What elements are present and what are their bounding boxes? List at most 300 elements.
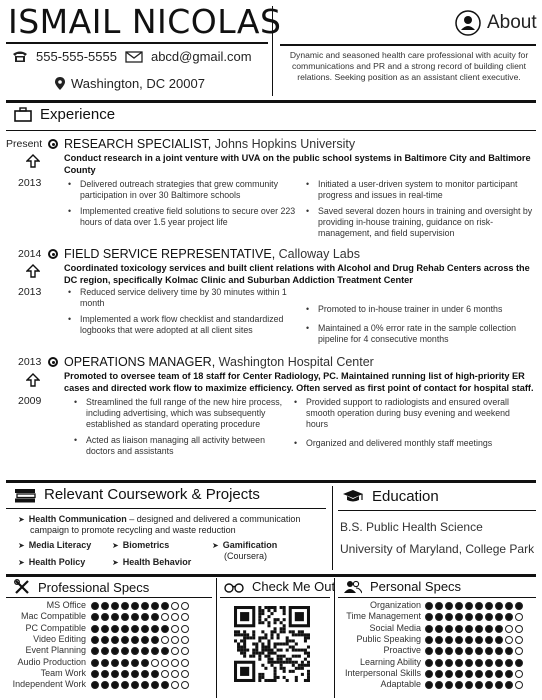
rating-dot-filled	[455, 647, 463, 655]
job2-date-start: 2013	[18, 286, 42, 298]
course-desc-cont: campaign to promote recycling and waste reduction	[30, 525, 236, 535]
rating-dot-empty	[161, 659, 169, 667]
phone-number[interactable]: 555-555-5555	[36, 49, 117, 64]
pro-spec-label: Mac Compatible	[20, 611, 86, 622]
pers-spec-rating	[425, 602, 523, 610]
header-divider	[272, 6, 273, 96]
rating-dot-filled	[435, 647, 443, 655]
rating-dot-empty	[515, 647, 523, 655]
rating-dot-filled	[121, 647, 129, 655]
rating-dot-filled	[141, 659, 149, 667]
rating-dot-empty	[151, 659, 159, 667]
arrow-right-icon: ➤	[112, 558, 119, 567]
pers-spec-rating	[425, 681, 523, 689]
rating-dot-filled	[425, 636, 433, 644]
rating-dot-filled	[101, 625, 109, 633]
job3-title	[64, 355, 374, 369]
pers-spec-rating	[425, 636, 523, 644]
glasses-icon	[224, 581, 244, 593]
rating-dot-filled	[465, 602, 473, 610]
user-icon	[455, 10, 481, 36]
about-title: About	[487, 12, 537, 33]
pers-spec-label: Public Speaking	[356, 633, 421, 644]
job2-bullets-left	[66, 287, 304, 341]
rating-dot-filled	[495, 670, 503, 678]
rating-dot-filled	[131, 670, 139, 678]
resume-header	[0, 0, 542, 100]
rating-dot-filled	[455, 636, 463, 644]
rating-dot-filled	[465, 625, 473, 633]
email-icon	[125, 51, 143, 63]
rating-dot-filled	[485, 602, 493, 610]
rating-dot-filled	[161, 647, 169, 655]
job1-date-start: 2013	[18, 177, 42, 189]
personal-specs-title: Personal Specs	[370, 579, 462, 594]
rating-dot-empty	[171, 647, 179, 655]
school-text: University of Maryland, College Park	[340, 542, 535, 556]
job1-marker	[48, 139, 58, 149]
rating-dot-filled	[445, 625, 453, 633]
rating-dot-filled	[465, 659, 473, 667]
rating-dot-filled	[505, 670, 513, 678]
list-item	[18, 514, 300, 525]
rating-dot-empty	[515, 636, 523, 644]
rating-dot-filled	[455, 670, 463, 678]
rating-dot-filled	[505, 659, 513, 667]
pro-spec-label: Video Editing	[33, 633, 86, 644]
course-name: Health Policy	[28, 557, 86, 567]
check-me-out-heading	[224, 579, 335, 594]
rating-dot-filled	[445, 681, 453, 689]
job3-bullets-left	[72, 397, 284, 462]
rating-dot-empty	[171, 659, 179, 667]
job2-date-end: 2014	[18, 248, 42, 260]
experience-heading	[14, 106, 115, 123]
location-text: Washington, DC 20007	[71, 76, 205, 91]
rating-dot-filled	[445, 602, 453, 610]
pers-spec-rating	[425, 659, 523, 667]
list-item	[18, 540, 91, 551]
pro-spec-rating	[91, 613, 189, 621]
rating-dot-filled	[91, 613, 99, 621]
education-heading	[342, 488, 439, 505]
pers-spec-label: Social Media	[369, 622, 421, 633]
graduation-cap-icon	[342, 489, 364, 504]
pro-spec-rating	[91, 681, 189, 689]
pro-spec-label: Independent Work	[12, 679, 86, 690]
rating-dot-filled	[425, 602, 433, 610]
rating-dot-filled	[111, 636, 119, 644]
location-pin-icon	[55, 77, 65, 90]
job1-company: Johns Hopkins University	[214, 137, 356, 151]
rating-dot-filled	[445, 613, 453, 621]
rating-dot-filled	[445, 636, 453, 644]
pro-spec-rating	[91, 602, 189, 610]
pers-spec-rating	[425, 613, 523, 621]
rating-dot-filled	[141, 681, 149, 689]
pro-spec-label: Audio Production	[17, 656, 86, 667]
rating-dot-filled	[121, 659, 129, 667]
rating-dot-filled	[495, 613, 503, 621]
rating-dot-filled	[141, 602, 149, 610]
rating-dot-filled	[151, 613, 159, 621]
rating-dot-filled	[495, 636, 503, 644]
arrow-right-icon: ➤	[18, 558, 25, 567]
rating-dot-filled	[425, 670, 433, 678]
job2-company: Calloway Labs	[278, 247, 360, 261]
about-heading	[455, 10, 537, 36]
list-item: • Implemented a work flow checklist and standardized logbooks that were adopted at all client sites	[66, 314, 304, 336]
column-divider	[216, 578, 217, 698]
rating-dot-empty	[171, 602, 179, 610]
rating-dot-filled	[485, 681, 493, 689]
list-item: • Reduced service delivery time by 30 minutes within 1 month	[66, 287, 304, 309]
rating-dot-empty	[505, 636, 513, 644]
job1-position: RESEARCH SPECIALIST,	[64, 137, 212, 151]
pers-spec-label: Interpersonal Skills	[344, 667, 421, 678]
rating-dot-empty	[515, 670, 523, 678]
list-item: • Saved several dozen hours in training and oversight by providing in-house training, guidance on risk-management, and field supervision	[304, 206, 538, 239]
rating-dot-filled	[475, 681, 483, 689]
job1-bullets-left	[66, 179, 304, 233]
list-item: • Organized and delivered monthly staff meetings	[292, 438, 528, 449]
check-me-out-underline	[220, 597, 330, 598]
rating-dot-filled	[161, 602, 169, 610]
rating-dot-filled	[91, 670, 99, 678]
rating-dot-filled	[91, 602, 99, 610]
rating-dot-empty	[171, 613, 179, 621]
about-text: Dynamic and seasoned health care professional with acuity for communications and PR and a strong record of building client relations. Seeking position as an assistant client executive.	[289, 50, 529, 82]
list-item: • Promoted to in-house trainer in under 6 months	[304, 304, 538, 315]
rating-dot-filled	[161, 625, 169, 633]
pro-spec-rating	[91, 647, 189, 655]
rating-dot-filled	[151, 681, 159, 689]
rating-dot-empty	[181, 636, 189, 644]
list-item	[112, 557, 191, 568]
rating-dot-filled	[131, 659, 139, 667]
list-item	[112, 540, 169, 551]
name-underline	[6, 42, 268, 44]
rating-dot-empty	[505, 625, 513, 633]
course-name: Gamification	[222, 540, 278, 550]
pro-spec-rating	[91, 636, 189, 644]
books-icon	[14, 487, 36, 503]
rating-dot-filled	[141, 636, 149, 644]
rating-dot-filled	[435, 659, 443, 667]
course-desc: – designed and delivered a communication	[126, 514, 301, 524]
job3-position: OPERATIONS MANAGER,	[64, 355, 216, 369]
rating-dot-filled	[121, 636, 129, 644]
rating-dot-filled	[111, 602, 119, 610]
rating-dot-filled	[151, 636, 159, 644]
column-divider	[332, 486, 333, 570]
rating-dot-filled	[131, 625, 139, 633]
job3-date-end: 2013	[18, 356, 42, 368]
rating-dot-filled	[475, 625, 483, 633]
rating-dot-filled	[515, 602, 523, 610]
rating-dot-filled	[475, 602, 483, 610]
rating-dot-empty	[181, 659, 189, 667]
rating-dot-filled	[131, 647, 139, 655]
rating-dot-filled	[101, 659, 109, 667]
about-underline	[280, 44, 536, 46]
rating-dot-filled	[141, 647, 149, 655]
rating-dot-filled	[121, 602, 129, 610]
rating-dot-filled	[485, 613, 493, 621]
rating-dot-filled	[455, 681, 463, 689]
rating-dot-empty	[171, 625, 179, 633]
rating-dot-filled	[141, 613, 149, 621]
rating-dot-empty	[181, 681, 189, 689]
rating-dot-empty	[181, 613, 189, 621]
pers-spec-label: Adaptable	[380, 679, 421, 690]
rating-dot-filled	[151, 602, 159, 610]
job1-date-end: Present	[6, 138, 43, 150]
course-name: Health Behavior	[122, 557, 192, 567]
arrow-right-icon: ➤	[112, 541, 119, 550]
rating-dot-filled	[485, 659, 493, 667]
location-line	[55, 76, 205, 91]
phone-icon	[12, 50, 28, 63]
professional-underline	[6, 597, 212, 598]
rating-dot-empty	[181, 670, 189, 678]
rating-dot-empty	[161, 613, 169, 621]
rating-dot-filled	[455, 613, 463, 621]
applicant-name: ISMAIL NICOLAS	[8, 2, 282, 41]
rating-dot-filled	[485, 625, 493, 633]
pro-spec-label: MS Office	[46, 600, 86, 610]
pers-spec-rating	[425, 670, 523, 678]
rating-dot-filled	[485, 636, 493, 644]
arrow-up-icon	[26, 373, 40, 387]
rating-dot-filled	[425, 681, 433, 689]
professional-specs-heading	[14, 579, 149, 595]
job3-summary: Promoted to oversee team of 18 staff for Center Radiology, PC. Maintained running list of high-priority ER cases and directed work flow to maximize efficiency. Often served as first point of contact for hospital staff.	[64, 371, 534, 393]
rating-dot-filled	[151, 625, 159, 633]
arrow-up-icon	[26, 264, 40, 278]
list-item	[212, 540, 277, 551]
rating-dot-filled	[495, 625, 503, 633]
pro-spec-rating	[91, 625, 189, 633]
pers-spec-label: Time Management	[346, 611, 421, 622]
rating-dot-filled	[505, 613, 513, 621]
rating-dot-filled	[121, 670, 129, 678]
rating-dot-filled	[151, 670, 159, 678]
pers-spec-label: Proactive	[383, 645, 421, 656]
arrow-right-icon: ➤	[18, 515, 25, 524]
rating-dot-filled	[425, 613, 433, 621]
pers-spec-rating	[425, 625, 523, 633]
rating-dot-filled	[435, 670, 443, 678]
rating-dot-empty	[161, 670, 169, 678]
coursework-title: Relevant Coursework & Projects	[44, 486, 260, 503]
pro-spec-label: Team Work	[40, 667, 86, 678]
rating-dot-filled	[505, 647, 513, 655]
section-rule	[6, 100, 536, 103]
rating-dot-empty	[515, 625, 523, 633]
rating-dot-filled	[111, 625, 119, 633]
list-item: • Streamlined the full range of the new hire process, including advertising, which was subsequently established as standard operating procedure	[72, 397, 284, 430]
rating-dot-filled	[121, 625, 129, 633]
rating-dot-filled	[475, 613, 483, 621]
list-item: • Implemented creative field solutions to secure over 223 hours of data over 1.5 year project life	[66, 206, 304, 228]
rating-dot-empty	[161, 636, 169, 644]
rating-dot-filled	[111, 659, 119, 667]
rating-dot-filled	[485, 670, 493, 678]
course-name: Biometrics	[122, 540, 170, 550]
rating-dot-filled	[475, 670, 483, 678]
job1-title	[64, 137, 355, 151]
pro-spec-rating	[91, 659, 189, 667]
rating-dot-filled	[111, 647, 119, 655]
rating-dot-filled	[505, 602, 513, 610]
course-name: Health Communication	[28, 514, 127, 524]
rating-dot-filled	[455, 625, 463, 633]
rating-dot-filled	[485, 647, 493, 655]
rating-dot-filled	[495, 659, 503, 667]
users-icon	[344, 580, 362, 594]
rating-dot-filled	[141, 625, 149, 633]
personal-underline	[338, 597, 536, 598]
rating-dot-filled	[161, 681, 169, 689]
pers-spec-label: Learning Ability	[359, 656, 421, 667]
experience-underline	[6, 130, 536, 131]
rating-dot-filled	[465, 613, 473, 621]
pers-spec-rating	[425, 647, 523, 655]
job2-summary: Coordinated toxicology services and built client relations with Alcohol and Drug Rehab Centers across the DC region, specifically Kolmac Clinic and Suburban Addiction Treatment Center	[64, 263, 530, 285]
arrow-up-icon	[26, 154, 40, 168]
rating-dot-filled	[465, 670, 473, 678]
rating-dot-filled	[465, 681, 473, 689]
rating-dot-filled	[425, 647, 433, 655]
list-item: • Acted as liaison managing all activity between doctors and assistants	[72, 435, 284, 457]
rating-dot-filled	[151, 647, 159, 655]
course-name: Media Literacy	[28, 540, 92, 550]
rating-dot-empty	[515, 613, 523, 621]
pro-spec-label: PC Compatible	[25, 622, 86, 633]
qr-code[interactable]	[234, 606, 310, 682]
rating-dot-filled	[141, 670, 149, 678]
arrow-right-icon: ➤	[18, 541, 25, 550]
rating-dot-filled	[425, 659, 433, 667]
job3-company: Washington Hospital Center	[218, 355, 374, 369]
course-note: (Coursera)	[224, 551, 268, 561]
rating-dot-empty	[171, 670, 179, 678]
rating-dot-filled	[475, 647, 483, 655]
rating-dot-filled	[121, 681, 129, 689]
rating-dot-filled	[495, 647, 503, 655]
rating-dot-empty	[181, 625, 189, 633]
job1-bullets-right	[304, 179, 538, 244]
rating-dot-filled	[495, 681, 503, 689]
rating-dot-filled	[91, 659, 99, 667]
degree-text: B.S. Public Health Science	[340, 520, 483, 534]
list-item: • Provided support to radiologists and ensured overall smooth operation during busy evening and weekend hours	[292, 397, 528, 430]
rating-dot-empty	[181, 602, 189, 610]
column-divider	[334, 578, 335, 698]
rating-dot-filled	[435, 625, 443, 633]
experience-title: Experience	[40, 106, 116, 123]
professional-specs-title: Professional Specs	[38, 579, 150, 595]
rating-dot-filled	[445, 647, 453, 655]
briefcase-icon	[14, 107, 32, 122]
rating-dot-filled	[445, 659, 453, 667]
rating-dot-filled	[435, 613, 443, 621]
rating-dot-filled	[465, 636, 473, 644]
rating-dot-filled	[455, 659, 463, 667]
rating-dot-filled	[515, 659, 523, 667]
rating-dot-filled	[435, 681, 443, 689]
check-me-out-title: Check Me Out	[252, 579, 336, 594]
list-item: • Delivered outreach strategies that grew community participation in over 30 Baltimore schools	[66, 179, 304, 201]
list-item: • Initiated a user-driven system to monitor participant progress and issues in real-time	[304, 179, 538, 201]
rating-dot-filled	[91, 681, 99, 689]
pers-spec-label: Organization	[369, 600, 421, 610]
rating-dot-filled	[435, 636, 443, 644]
rating-dot-filled	[111, 670, 119, 678]
rating-dot-filled	[435, 602, 443, 610]
rating-dot-filled	[91, 625, 99, 633]
rating-dot-empty	[171, 681, 179, 689]
rating-dot-filled	[91, 636, 99, 644]
coursework-heading	[14, 486, 260, 503]
email-address[interactable]: abcd@gmail.com	[150, 49, 252, 64]
rating-dot-filled	[455, 602, 463, 610]
job2-title	[64, 247, 360, 261]
rating-dot-filled	[101, 647, 109, 655]
rating-dot-filled	[101, 613, 109, 621]
job1-summary: Conduct research in a joint venture with UVA on the public school systems in Baltimore City and Baltimore County	[64, 153, 531, 175]
pro-spec-rating	[91, 670, 189, 678]
rating-dot-filled	[121, 613, 129, 621]
rating-dot-filled	[131, 681, 139, 689]
personal-specs-heading	[344, 579, 461, 594]
section-rule	[6, 480, 536, 483]
rating-dot-filled	[445, 670, 453, 678]
education-title: Education	[372, 488, 439, 505]
rating-dot-filled	[475, 659, 483, 667]
rating-dot-filled	[111, 681, 119, 689]
rating-dot-filled	[475, 636, 483, 644]
rating-dot-filled	[131, 602, 139, 610]
pro-spec-label: Event Planning	[25, 645, 86, 656]
contact-line	[12, 49, 252, 64]
education-underline	[338, 510, 536, 511]
rating-dot-filled	[131, 636, 139, 644]
rating-dot-filled	[505, 681, 513, 689]
rating-dot-filled	[425, 625, 433, 633]
job2-bullets-right	[304, 304, 538, 350]
rating-dot-empty	[171, 636, 179, 644]
coursework-underline	[6, 508, 326, 509]
list-item: • Maintained a 0% error rate in the sample collection pipeline for 4 consecutive months	[304, 323, 538, 345]
job3-date-start: 2009	[18, 395, 42, 407]
rating-dot-filled	[91, 647, 99, 655]
arrow-right-icon: ➤	[212, 541, 219, 550]
job3-marker	[48, 357, 58, 367]
rating-dot-filled	[131, 613, 139, 621]
job3-bullets-right	[292, 397, 528, 454]
rating-dot-empty	[515, 681, 523, 689]
rating-dot-filled	[101, 670, 109, 678]
rating-dot-filled	[101, 602, 109, 610]
job2-marker	[48, 249, 58, 259]
tools-icon	[14, 579, 30, 595]
job2-position: FIELD SERVICE REPRESENTATIVE,	[64, 247, 276, 261]
rating-dot-filled	[101, 681, 109, 689]
rating-dot-empty	[181, 647, 189, 655]
rating-dot-filled	[465, 647, 473, 655]
